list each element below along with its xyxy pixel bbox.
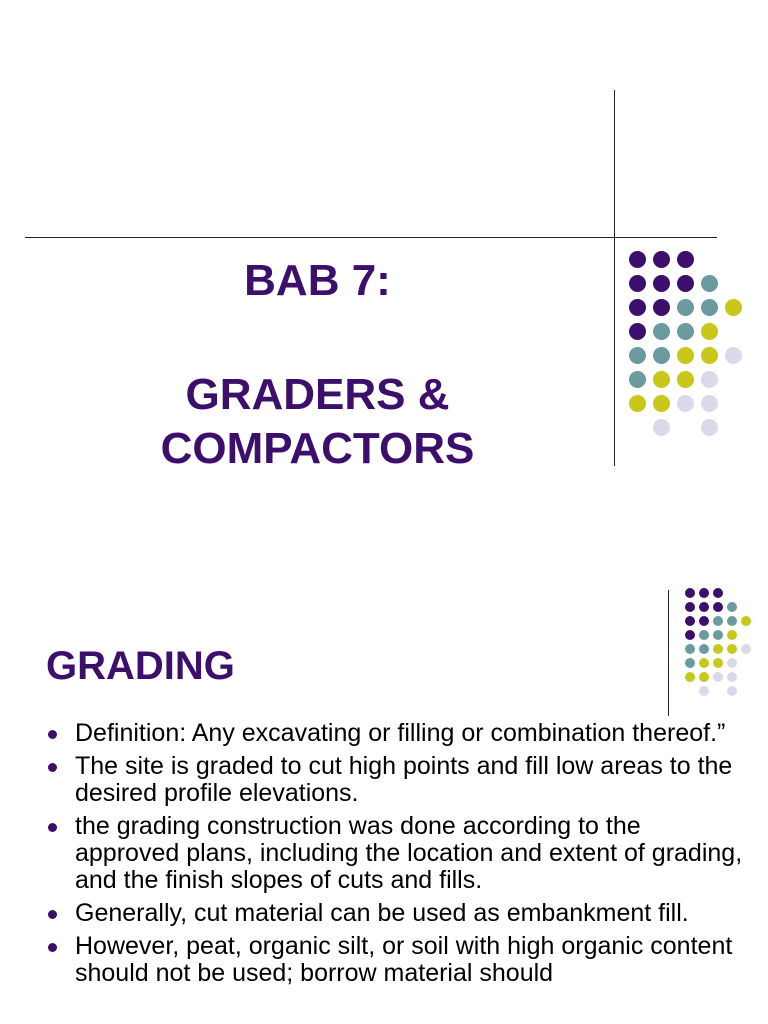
pattern-dot [701, 275, 718, 292]
pattern-dot [685, 602, 695, 612]
pattern-dot [653, 299, 670, 316]
pattern-dot [629, 251, 646, 268]
bullet-text: The site is graded to cut high points and fill low areas to the desired profile elevations. [75, 752, 733, 807]
bullet-icon [48, 730, 57, 739]
pattern-dot [701, 299, 718, 316]
pattern-dot [629, 275, 646, 292]
pattern-dot [677, 395, 694, 412]
pattern-dot [727, 616, 737, 626]
bullet-text: Generally, cut material can be used as embankment fill. [75, 899, 689, 927]
pattern-dot [727, 658, 737, 668]
pattern-dot [677, 371, 694, 388]
slide-title-line-1: BAB 7: [244, 256, 391, 305]
pattern-dot [653, 347, 670, 364]
pattern-dot [713, 672, 723, 682]
bullet-text: However, peat, organic silt, or soil with high organic content should not be used; borrow material should [75, 932, 733, 987]
pattern-dot [713, 616, 723, 626]
pattern-dot [685, 588, 695, 598]
list-item [46, 933, 746, 987]
bullet-text: the grading construction was done according to the approved plans, including the location and extent of grading, and the finish slopes of cuts and fills. [75, 812, 743, 894]
list-item [46, 900, 746, 927]
pattern-dot [699, 616, 709, 626]
pattern-dot [727, 630, 737, 640]
pattern-dot [741, 616, 751, 626]
grading-slide [0, 570, 768, 1024]
pattern-dot [685, 630, 695, 640]
pattern-dot [685, 644, 695, 654]
pattern-dot [653, 395, 670, 412]
bullet-icon [48, 943, 57, 952]
pattern-dot [685, 658, 695, 668]
list-item [46, 753, 746, 807]
pattern-dot [653, 323, 670, 340]
pattern-dot [727, 602, 737, 612]
pattern-dot [653, 251, 670, 268]
pattern-dot [629, 347, 646, 364]
pattern-dot [701, 323, 718, 340]
pattern-dot [629, 371, 646, 388]
pattern-dot [677, 323, 694, 340]
pattern-dot [629, 299, 646, 316]
pattern-dot [727, 672, 737, 682]
slide-title: GRADING [46, 644, 235, 688]
vertical-rule [614, 90, 615, 466]
list-item [46, 813, 746, 894]
pattern-dot [699, 588, 709, 598]
pattern-dot [727, 644, 737, 654]
pattern-dot [653, 419, 670, 436]
slide-title-line-3: COMPACTORS [160, 424, 475, 473]
pattern-dot [701, 347, 718, 364]
pattern-dot [685, 616, 695, 626]
bullet-icon [48, 763, 57, 772]
pattern-dot [699, 686, 709, 696]
pattern-dot [701, 395, 718, 412]
pattern-dot [713, 588, 723, 598]
pattern-dot [699, 644, 709, 654]
list-item [46, 720, 746, 747]
pattern-dot [701, 419, 718, 436]
bullet-text: Definition: Any excavating or filling or combination thereof.” [75, 719, 726, 747]
pattern-dot [701, 371, 718, 388]
pattern-dot [685, 672, 695, 682]
pattern-dot [653, 371, 670, 388]
pattern-dot [713, 644, 723, 654]
pattern-dot [677, 251, 694, 268]
pattern-dot [713, 630, 723, 640]
pattern-dot [699, 602, 709, 612]
pattern-dot [677, 347, 694, 364]
pattern-dot [725, 299, 742, 316]
pattern-dot [727, 686, 737, 696]
pattern-dot [677, 299, 694, 316]
pattern-dot [713, 658, 723, 668]
pattern-dot [629, 323, 646, 340]
pattern-dot [653, 275, 670, 292]
vertical-rule [668, 590, 669, 716]
slide-title-line-2: GRADERS & [185, 370, 450, 419]
bullet-list [46, 720, 746, 993]
pattern-dot [725, 347, 742, 364]
pattern-dot [741, 644, 751, 654]
pattern-dot [677, 275, 694, 292]
pattern-dot [699, 658, 709, 668]
bullet-icon [48, 910, 57, 919]
pattern-dot [699, 672, 709, 682]
bullet-icon [48, 823, 57, 832]
pattern-dot [713, 602, 723, 612]
pattern-dot [629, 395, 646, 412]
pattern-dot [699, 630, 709, 640]
